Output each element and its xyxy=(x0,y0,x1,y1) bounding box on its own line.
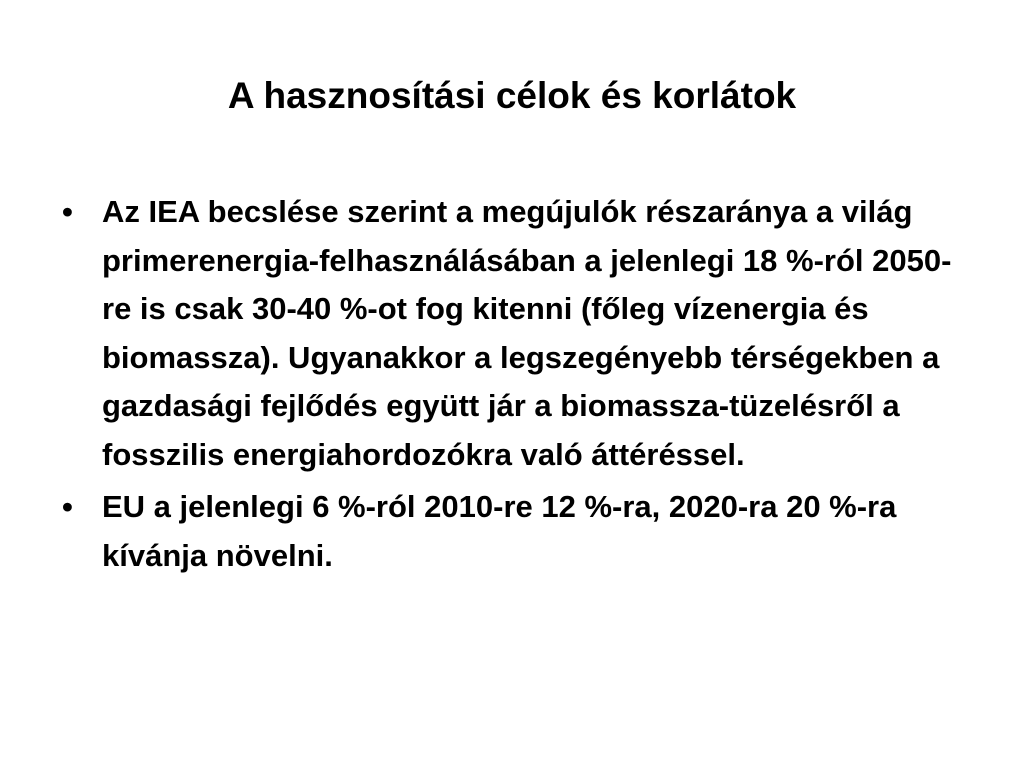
bullet-text-1: Az IEA becslése szerint a megújulók részaránya a világ primerenergia-felhasználásában a jelenlegi 18 %-ról 2050-re is csak 30-40 %-ot fog kitenni (főleg vízenergia és biomassza). Ugyanakkor a legszegényebb térségekben a gazdasági fejlődés együtt jár a biomassza-tüzelésről a fosszilis energiahordozókra való áttéréssel. xyxy=(102,194,952,472)
bullet-list xyxy=(62,188,962,584)
slide-title: A hasznosítási célok és korlátok xyxy=(227,75,797,116)
bullet-text-2: EU a jelenlegi 6 %-ról 2010-re 12 %-ra, 2020-ra 20 %-ra kívánja növelni. xyxy=(102,489,897,573)
bullet-item-2 xyxy=(62,483,962,580)
bullet-item-1 xyxy=(62,188,962,479)
bullet-icon: • xyxy=(62,489,73,524)
bullet-icon: • xyxy=(62,194,73,229)
